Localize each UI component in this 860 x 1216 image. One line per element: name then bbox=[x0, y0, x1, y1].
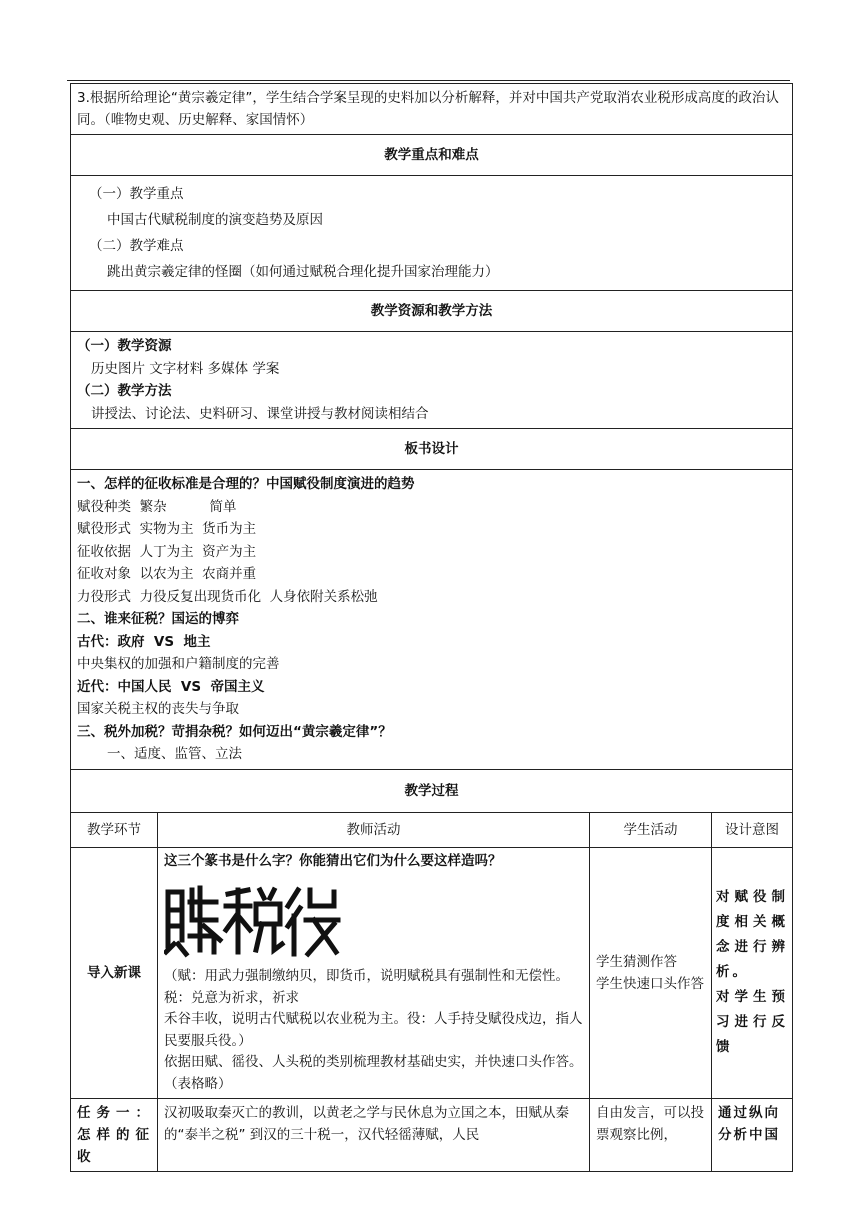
col-intent: 设计意图 bbox=[725, 821, 779, 838]
board-line: 二、谁来征税？国运的博弈 bbox=[77, 611, 239, 627]
task1-teacher-activity: 汉初吸取秦灭亡的教训，以黄老之学与民休息为立国之本，田赋从秦的“泰半之税” 到汉的三十税一，汉代轻徭薄赋，人民 bbox=[164, 1105, 569, 1143]
board-line: 征收依据 人丁为主 资产为主 bbox=[77, 543, 257, 560]
intro-design-intent: 对赋役制度相关概念进行辨析。 对学生预习进行反馈 bbox=[716, 889, 788, 1056]
intro-explanation-line: （赋：用武力强制缴纳贝，即货币，说明赋税具有强制性和无偿性。税：兑意为祈求，祈求 bbox=[164, 968, 569, 1006]
header-rule bbox=[67, 80, 790, 81]
stage-task1: 任务一：怎样的征收 bbox=[77, 1105, 151, 1165]
process-heading-row bbox=[71, 769, 793, 812]
board-row bbox=[71, 470, 793, 770]
process-column-headers bbox=[71, 812, 793, 847]
resources-label: （一）教学资源 bbox=[77, 338, 172, 354]
resources-text: 历史图片 文字材料 多媒体 学案 bbox=[91, 360, 280, 377]
board-line: 三、税外加税？苛捐杂税？如何迈出“黄宗羲定律”？ bbox=[77, 723, 392, 740]
board-line: 中央集权的加强和户籍制度的完善 bbox=[77, 656, 280, 672]
board-line: 赋役形式 实物为主 货币为主 bbox=[77, 521, 257, 537]
task1-design-intent: 通过纵向分析中国 bbox=[718, 1105, 780, 1143]
board-line: 征收对象 以农为主 农商并重 bbox=[77, 566, 257, 582]
board-heading-row bbox=[71, 429, 793, 470]
key-text: 中国古代赋税制度的演变趋势及原因 bbox=[107, 212, 323, 228]
resources-heading-row bbox=[71, 291, 793, 332]
col-teacher: 教师活动 bbox=[346, 821, 401, 838]
board-line: 赋役种类 繁杂 简单 bbox=[77, 498, 237, 515]
process-heading: 教学过程 bbox=[404, 782, 459, 799]
process-row-intro bbox=[71, 847, 793, 1099]
process-row-task1 bbox=[71, 1099, 793, 1172]
board-line: 国家关税主权的丧失与争取 bbox=[77, 701, 239, 717]
objective-row bbox=[71, 84, 793, 135]
key-points-heading: 教学重点和难点 bbox=[384, 147, 479, 163]
intro-student-activity: 学生猜测作答 学生快速口头作答 bbox=[596, 953, 704, 992]
intro-explanation-line: 依据田赋、徭役、人头税的类别梳理教材基础史实，并快速口头作答。（表格略） bbox=[164, 1054, 583, 1092]
stage-intro: 导入新课 bbox=[87, 964, 141, 981]
key-points-row bbox=[71, 176, 793, 291]
task1-student-activity: 自由发言，可以投票观察比例， bbox=[596, 1105, 704, 1143]
objective-text: 3.根据所给理论“黄宗羲定律”，学生结合学案呈现的史料加以分析解释，并对中国共产党取消农业税形成高度的政治认同。（唯物史观、历史解释、家国情怀） bbox=[77, 90, 779, 128]
key-points-heading-row bbox=[71, 135, 793, 176]
methods-text: 讲授法、讨论法、史料研习、课堂讲授与教材阅读相结合 bbox=[91, 405, 429, 422]
intro-explanation bbox=[164, 966, 583, 1095]
col-stage: 教学环节 bbox=[87, 821, 141, 838]
resources-heading: 教学资源和教学方法 bbox=[370, 303, 493, 319]
lesson-plan-table bbox=[70, 83, 793, 1172]
board-line: 近代：中国人民 VS 帝国主义 bbox=[77, 678, 265, 695]
methods-label: （二）教学方法 bbox=[77, 383, 172, 399]
board-line: 力役形式 力役反复出现货币化 人身依附关系松弛 bbox=[77, 588, 378, 605]
key-label: （一）教学重点 bbox=[89, 186, 184, 202]
difficulty-text: 跳出黄宗羲定律的怪圈（如何通过赋税合理化提升国家治理能力） bbox=[107, 264, 499, 280]
board-line: 古代：政府 VS 地主 bbox=[77, 633, 211, 650]
resources-row bbox=[71, 332, 793, 429]
intro-explanation-line: 禾谷丰收，说明古代赋税以农业税为主。役：人手持殳赋役戍边，指人民要服兵役。） bbox=[164, 1011, 583, 1049]
col-student: 学生活动 bbox=[623, 821, 678, 838]
board-line: 一、适度、监管、立法 bbox=[107, 746, 242, 762]
board-content bbox=[71, 470, 792, 769]
intro-question: 这三个篆书是什么字？你能猜出它们为什么要这样造吗？ bbox=[164, 852, 502, 869]
board-heading: 板书设计 bbox=[404, 441, 459, 457]
seal-script-image bbox=[164, 880, 344, 960]
difficulty-label: （二）教学难点 bbox=[89, 238, 184, 254]
board-line: 一、怎样的征收标准是合理的？中国赋役制度演进的趋势 bbox=[77, 476, 415, 492]
